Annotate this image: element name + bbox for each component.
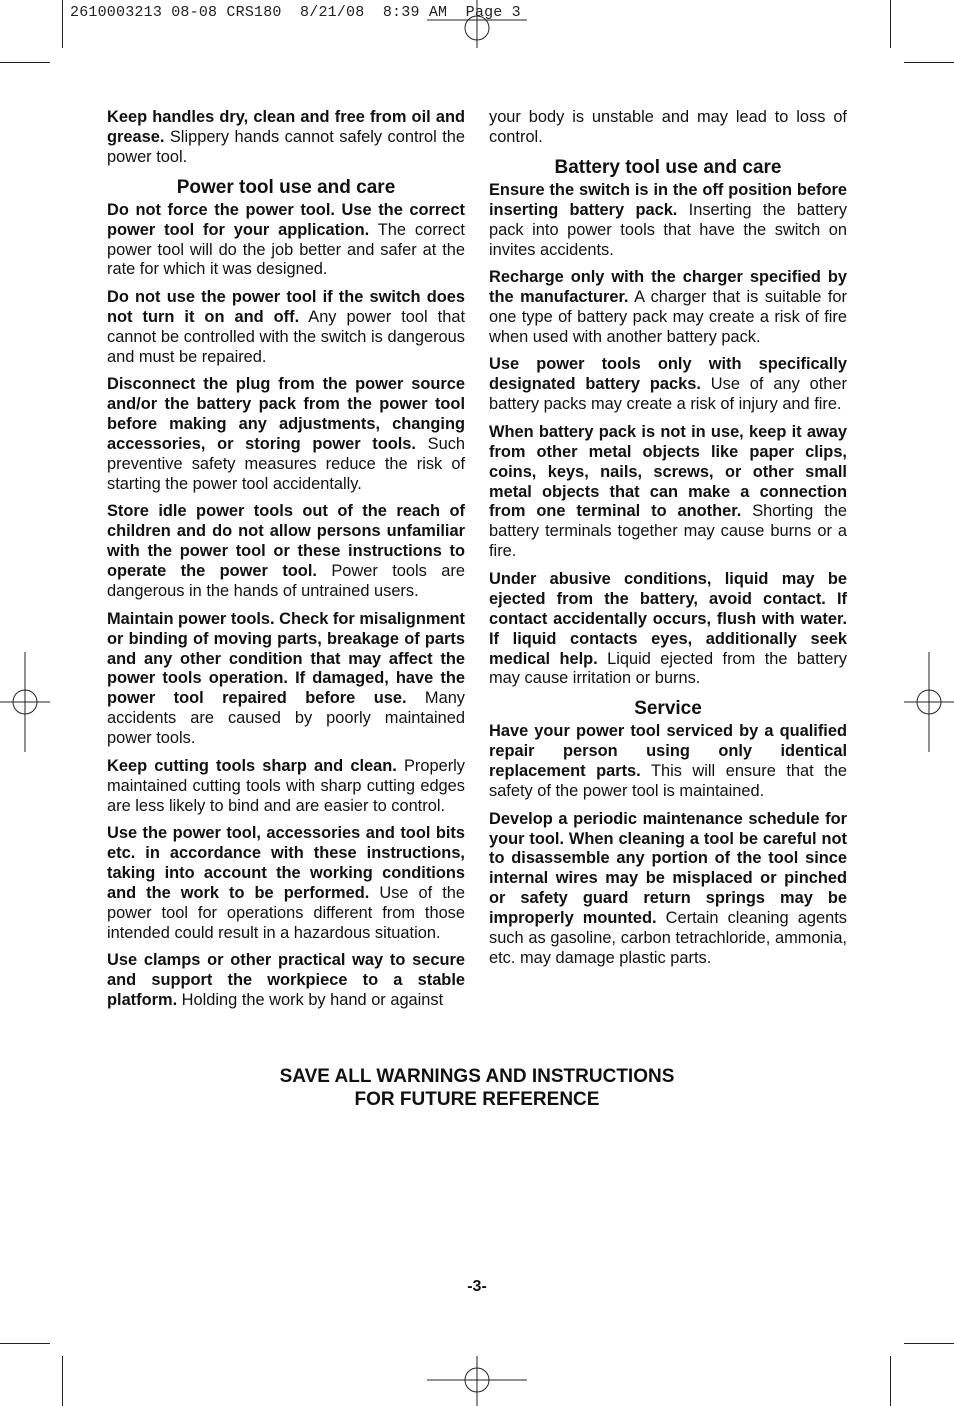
paragraph: [489, 423, 847, 562]
paragraph: [107, 757, 465, 817]
registration-mark-bottom: [427, 1356, 527, 1406]
print-slug: 2610003213 08-08 CRS180 8/21/08 8:39 AM Page 3: [70, 4, 521, 21]
paragraph-body: Power tools are dangerous in the hands of untrained users.: [107, 562, 465, 601]
left-column: [107, 108, 465, 1019]
registration-mark-left: [0, 652, 50, 752]
registration-mark-top: [427, 0, 527, 50]
paragraph-body: Any power tool that cannot be controlled with the switch is dangerous and must be repaired.: [107, 307, 465, 366]
paragraph: [489, 181, 847, 261]
crop-mark: [904, 1343, 954, 1344]
paragraph-body: Liquid ejected from the battery may cause irritation or burns.: [489, 649, 848, 688]
save-instructions-notice: [0, 1065, 954, 1111]
notice-line-2: FOR FUTURE REFERENCE: [354, 1089, 600, 1110]
paragraph-lead: Keep handles dry, clean and free from oil and grease.: [107, 108, 465, 146]
right-column: [489, 108, 847, 977]
paragraph-lead: Maintain power tools. Check for misalignment or binding of moving parts, breakage of parts and any other condition that may affect the power tools operation. If damaged, have the power tool repaired before use.: [107, 609, 465, 708]
paragraph: [489, 268, 847, 348]
paragraph-lead: Do not use the power tool if the switch does not turn it on and off.: [107, 288, 465, 326]
crop-mark: [0, 1343, 50, 1344]
paragraph: [107, 201, 465, 281]
paragraph: [489, 722, 847, 802]
paragraph-lead: Use the power tool, accessories and tool bits etc. in accordance with these instructions, taking into account the working conditions and the work to be performed.: [107, 824, 465, 902]
paragraph: [489, 810, 847, 969]
paragraph-body: A charger that is suitable for one type of battery pack may create a risk of fire when used with another battery pack.: [489, 288, 847, 346]
paragraph-lead: Under abusive conditions, liquid may be ejected from the battery, avoid contact. If contact accidentally occurs, flush with water. If liquid contacts eyes, additionally seek medical help.: [489, 569, 847, 668]
paragraph: [489, 570, 847, 689]
paragraph-lead: When battery pack is not in use, keep it away from other metal objects like paper clips, coins, keys, nails, screws, or other small metal objects that can make a connection from one terminal to another.: [489, 422, 847, 521]
crop-mark: [62, 1356, 63, 1406]
paragraph-body: Use of any other battery packs may create a risk of injury and fire.: [489, 375, 847, 414]
paragraph-body: This will ensure that the safety of the power tool is maintained.: [489, 762, 847, 801]
paragraph-body: Shorting the battery terminals together may cause burns or a fire.: [489, 502, 847, 561]
paragraph-body: Many accidents are caused by poorly maintained power tools.: [107, 689, 466, 748]
paragraph: [107, 502, 465, 602]
section-heading-service: Service: [634, 698, 702, 720]
paragraph: [107, 288, 465, 368]
paragraph-lead: Ensure the switch is in the off position before inserting battery pack.: [489, 180, 847, 219]
paragraph-lead: Recharge only with the charger specified by the manufacturer.: [489, 268, 847, 307]
paragraph: [489, 355, 847, 415]
crop-mark: [890, 1356, 891, 1406]
paragraph-body: Slippery hands cannot safely control the power tool.: [107, 127, 465, 166]
paragraph-lead: Keep cutting tools sharp and clean.: [107, 756, 397, 775]
paragraph-lead: Have your power tool serviced by a qualified repair person using only identical replacement parts.: [489, 722, 847, 781]
paragraph-body: Certain cleaning agents such as gasoline, carbon tetrachloride, ammonia, etc. may damage plastic parts.: [489, 909, 847, 967]
paragraph-lead: Use power tools only with specifically designated battery packs.: [489, 355, 847, 394]
paragraph-lead: Store idle power tools out of the reach of children and do not allow persons unfamiliar with the power tool or these instructions to operate the power tool.: [107, 502, 465, 581]
paragraph: [107, 824, 465, 943]
paragraph-body: Inserting the battery pack into power tools that have the switch on invites accidents.: [489, 200, 848, 259]
paragraph-body: Holding the work by hand or against: [177, 991, 444, 1010]
paragraph-body: The correct power tool will do the job better and safer at the rate for which it was designed.: [107, 220, 465, 279]
paragraph-body: Use of the power tool for operations different from those intended could result in a hazardous situation.: [107, 883, 466, 942]
page-number: -3-: [467, 1278, 487, 1295]
crop-mark: [0, 62, 50, 63]
registration-mark-right: [904, 652, 954, 752]
crop-mark: [890, 0, 891, 48]
paragraph-body: your body is unstable and may lead to loss of control.: [489, 108, 847, 146]
paragraph-lead: Disconnect the plug from the power source and/or the battery pack from the power tool before making any adjustments, changing accessories, or storing power tools.: [107, 375, 465, 454]
paragraph-body: Properly maintained cutting tools with sharp cutting edges are less likely to bind and are easier to control.: [107, 756, 465, 815]
paragraph: [489, 108, 847, 148]
paragraph-lead: Use clamps or other practical way to secure and support the workpiece to a stable platform.: [107, 951, 465, 1010]
paragraph: [107, 610, 465, 749]
paragraph: [107, 375, 465, 494]
paragraph-body: Such preventive safety measures reduce the risk of starting the power tool accidentally.: [107, 435, 466, 493]
paragraph: [107, 108, 465, 168]
section-heading-battery-tool-use: Battery tool use and care: [554, 156, 782, 178]
crop-mark: [904, 62, 954, 63]
paragraph-lead: Do not force the power tool. Use the correct power tool for your application.: [107, 200, 465, 239]
section-heading-power-tool-use: Power tool use and care: [176, 176, 396, 198]
paragraph-lead: Develop a periodic maintenance schedule for your tool. When cleaning a tool be careful not to disassemble any portion of the tool since internal wires may be misplaced or pinched or safety guard return springs may be improperly mounted.: [489, 809, 847, 928]
paragraph: [107, 951, 465, 1011]
crop-mark: [62, 0, 63, 48]
notice-line-1: SAVE ALL WARNINGS AND INSTRUCTIONS: [279, 1066, 675, 1087]
